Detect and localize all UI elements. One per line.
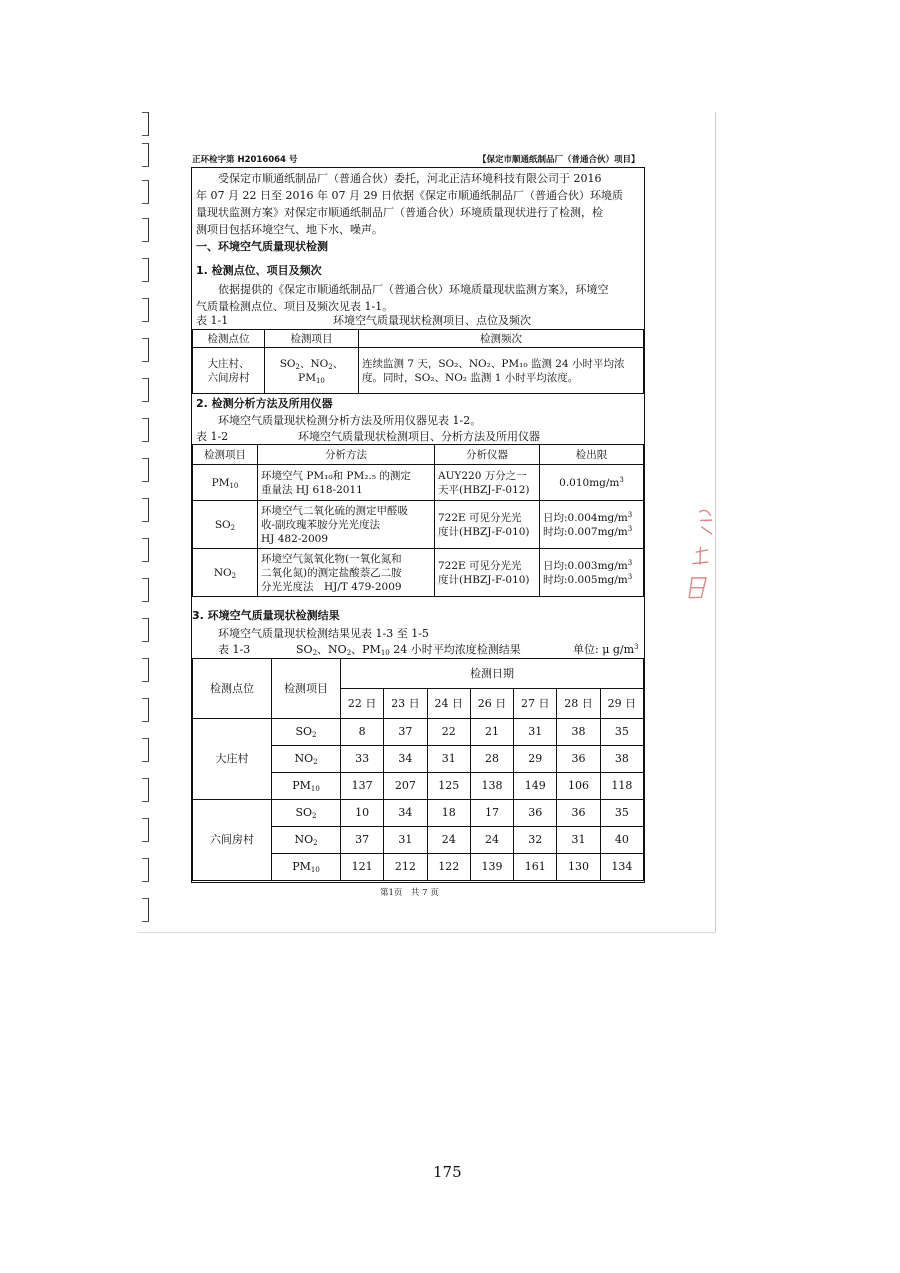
value-cell: 32 [514, 827, 557, 854]
instrument-line: 722E 可见分光光 [438, 559, 522, 572]
value-cell: 149 [514, 773, 557, 800]
value-cell: 139 [470, 854, 513, 881]
binder-mark [142, 418, 149, 442]
binder-mark [142, 378, 149, 402]
body-text: 依据提供的《保定市顺通纸制品厂（普通合伙）环境质量现状监测方案》，环境空 [218, 283, 609, 296]
value-cell: 31 [557, 827, 600, 854]
value-cell: 33 [341, 746, 384, 773]
binder-mark [142, 698, 149, 722]
section-title: 一、环境空气质量现状检测 [196, 240, 328, 253]
value-cell: 36 [557, 800, 600, 827]
binder-mark [142, 898, 149, 922]
header-cell: 分析方法 [258, 445, 435, 465]
header-cell: 检测点位 [193, 330, 265, 348]
subsection-title: 1. 检测点位、项目及频次 [196, 264, 322, 277]
table-1-1 [192, 329, 644, 394]
binder-mark [142, 858, 149, 882]
table-1-3 [192, 658, 644, 881]
instrument-cell [435, 549, 540, 597]
limit-cell: 日均$:0.004mg/m^3$ 时均$:0.007mg/m^3$ [540, 501, 644, 549]
method-line: 环境空气氮氧化物(一氧化氮和 [261, 552, 402, 565]
value-cell: 22 [427, 719, 470, 746]
item-cell: $PM_{10}$ [272, 854, 341, 881]
value-cell: 24 [427, 827, 470, 854]
date-cell: 22 日 [341, 689, 384, 719]
instrument-line: AUY220 万分之一 [438, 469, 527, 482]
value-cell: 31 [427, 746, 470, 773]
value-cell: 21 [470, 719, 513, 746]
binder-mark [142, 578, 149, 602]
binder-mark [142, 143, 149, 167]
table-label: 表 1-1 [196, 314, 229, 327]
item-cell: $SO_2$、$NO_2$、$PM_{10}$ [265, 348, 359, 394]
body-text: 气质量检测点位、项目及频次见表 1-1。 [196, 300, 394, 313]
instrument-line: 度计(HBZJ-F-010) [438, 573, 530, 586]
table-caption: 环境空气质量现状检测项目、点位及频次 [333, 314, 531, 327]
limit-value: 日均:0.004mg/m [543, 511, 628, 524]
value-cell: 36 [514, 800, 557, 827]
limit-value: 日均:0.003mg/m [543, 559, 628, 572]
site-line: 大庄村、 [207, 357, 250, 370]
limit-cell: 日均$:0.003mg/m^3$ 时均$:0.005mg/m^3$ [540, 549, 644, 597]
table-caption: $SO_2$、$NO_2$、$PM_{10}$ 24 小时平均浓度检测结果 [296, 643, 521, 657]
binder-mark [142, 112, 149, 136]
binder-mark [142, 338, 149, 362]
header-cell: 检测频次 [359, 330, 644, 348]
date-cell: 23 日 [384, 689, 427, 719]
date-cell: 26 日 [470, 689, 513, 719]
item-cell: $SO_2$ [272, 719, 341, 746]
binder-mark [142, 818, 149, 842]
instrument-line: 度计(HBZJ-F-010) [438, 525, 530, 538]
method-line: 收-副玫瑰苯胺分光光度法 [261, 518, 381, 531]
binder-mark [142, 180, 149, 204]
item-cell: $NO_2$ [272, 746, 341, 773]
intro-line: 年 07 月 22 日至 2016 年 07 月 29 日依据《保定市顺通纸制品厂（普通合伙）环境质 [196, 189, 623, 202]
value-cell: 212 [384, 854, 427, 881]
limit-value: 时均:0.007mg/m [543, 525, 628, 538]
value-cell: 37 [341, 827, 384, 854]
value-cell: 31 [514, 719, 557, 746]
value-cell: 161 [514, 854, 557, 881]
header-cell: 检测项目 [265, 330, 359, 348]
method-cell [258, 465, 435, 501]
page-number: 175 [433, 1163, 462, 1181]
limit-value: 时均:0.005mg/m [543, 573, 628, 586]
site-cell: 大庄村 [193, 719, 272, 800]
date-cell: 27 日 [514, 689, 557, 719]
value-cell: 36 [557, 746, 600, 773]
intro-line: 受保定市顺通纸制品厂（普通合伙）委托，河北正洁环境科技有限公司于 2016 [218, 172, 602, 185]
date-cell: 29 日 [600, 689, 643, 719]
item-cell: $SO_2$ [272, 800, 341, 827]
header-cell: 检出限 [540, 445, 644, 465]
limit-value: 0.010mg/m [559, 476, 620, 489]
instrument-cell [435, 501, 540, 549]
table-caption: 环境空气质量现状检测项目、分析方法及所用仪器 [298, 430, 540, 443]
date-cell: 24 日 [427, 689, 470, 719]
value-cell: 28 [470, 746, 513, 773]
binder-mark [142, 258, 149, 282]
page-footer: 第1页 共 7 页 [380, 888, 439, 898]
value-cell: 38 [600, 746, 643, 773]
item-cell: $NO_2$ [193, 549, 258, 597]
site-cell [193, 348, 265, 394]
instrument-line: 天平(HBZJ-F-012) [438, 483, 530, 496]
method-line: 分光光度法 HJ/T 479-2009 [261, 580, 402, 593]
body-text: 环境空气质量现状检测分析方法及所用仪器见表 1-2。 [218, 414, 482, 427]
method-line: 重量法 HJ 618-2011 [261, 483, 363, 496]
value-cell: 35 [600, 719, 643, 746]
method-line: 二氧化氮)的测定盐酸萘乙二胺 [261, 566, 402, 579]
value-cell: 18 [427, 800, 470, 827]
value-cell: 31 [384, 827, 427, 854]
value-cell: 37 [384, 719, 427, 746]
value-cell: 207 [384, 773, 427, 800]
value-cell: 34 [384, 800, 427, 827]
header-cell: 检测点位 [193, 659, 272, 719]
method-line: 环境空气 PM₁₀和 PM₂.₅ 的测定 [261, 469, 411, 482]
method-cell [258, 501, 435, 549]
binder-mark [142, 538, 149, 562]
table-label: 表 1-2 [196, 430, 229, 443]
binder-mark [142, 458, 149, 482]
body-text: 环境空气质量现状检测结果见表 1-3 至 1-5 [218, 627, 429, 640]
limit-cell: $0.010mg/m^3$ [540, 465, 644, 501]
value-cell: 106 [557, 773, 600, 800]
header-cell: 检测项目 [272, 659, 341, 719]
value-cell: 130 [557, 854, 600, 881]
method-line: HJ 482-2009 [261, 532, 329, 545]
frequency-line: 度。同时，SO₂、NO₂ 监测 1 小时平均浓度。 [362, 371, 579, 384]
binder-mark [142, 618, 149, 642]
intro-line: 测项目包括环境空气、地下水、噪声。 [196, 223, 383, 236]
binder-mark [142, 498, 149, 522]
subsection-title: 3. 环境空气质量现状检测结果 [192, 609, 340, 622]
caption-text: 24 小时平均浓度检测结果 [389, 643, 521, 656]
header-cell: 检测项目 [193, 445, 258, 465]
intro-line: 量现状监测方案》对保定市顺通纸制品厂（普通合伙）环境质量现状进行了检测，检 [196, 206, 603, 219]
date-cell: 28 日 [557, 689, 600, 719]
value-cell: 17 [470, 800, 513, 827]
value-cell: 10 [341, 800, 384, 827]
frequency-line: 连续监测 7 天，SO₂、NO₂、PM₁₀ 监测 24 小时平均浓 [362, 357, 625, 370]
project-title: 【保定市顺通纸制品厂（普通合伙）项目】 [478, 155, 640, 165]
value-cell: 38 [557, 719, 600, 746]
header-cell: 分析仪器 [435, 445, 540, 465]
table-1-2 [192, 444, 644, 597]
item-cell: $PM_{10}$ [272, 773, 341, 800]
binder-mark [142, 218, 149, 242]
unit-text: 单位: μ g/m [573, 643, 635, 656]
method-line: 环境空气二氧化硫的测定甲醛吸 [261, 504, 408, 517]
unit-label: 单位: μ $g/m^3$ [573, 643, 639, 656]
binder-mark [142, 658, 149, 682]
value-cell: 121 [341, 854, 384, 881]
frequency-cell [359, 348, 644, 394]
site-cell: 六间房村 [193, 800, 272, 881]
value-cell: 138 [470, 773, 513, 800]
binder-mark [142, 738, 149, 762]
value-cell: 122 [427, 854, 470, 881]
item-cell: $SO_2$ [193, 501, 258, 549]
subsection-title: 2. 检测分析方法及所用仪器 [196, 397, 333, 410]
item-cell: $PM_{10}$ [193, 465, 258, 501]
value-cell: 137 [341, 773, 384, 800]
value-cell: 125 [427, 773, 470, 800]
instrument-cell [435, 465, 540, 501]
header-cell: 检测日期 [341, 659, 644, 689]
value-cell: 134 [600, 854, 643, 881]
value-cell: 34 [384, 746, 427, 773]
value-cell: 24 [470, 827, 513, 854]
binder-mark [142, 298, 149, 322]
method-cell [258, 549, 435, 597]
value-cell: 40 [600, 827, 643, 854]
value-cell: 29 [514, 746, 557, 773]
report-number: 正环检字第 H2016064 号 [192, 155, 298, 165]
value-cell: 118 [600, 773, 643, 800]
site-line: 六间房村 [207, 371, 250, 384]
item-cell: $NO_2$ [272, 827, 341, 854]
table-label: 表 1-3 [218, 643, 251, 656]
binder-mark [142, 778, 149, 802]
instrument-line: 722E 可见分光光 [438, 511, 522, 524]
value-cell: 35 [600, 800, 643, 827]
value-cell: 8 [341, 719, 384, 746]
